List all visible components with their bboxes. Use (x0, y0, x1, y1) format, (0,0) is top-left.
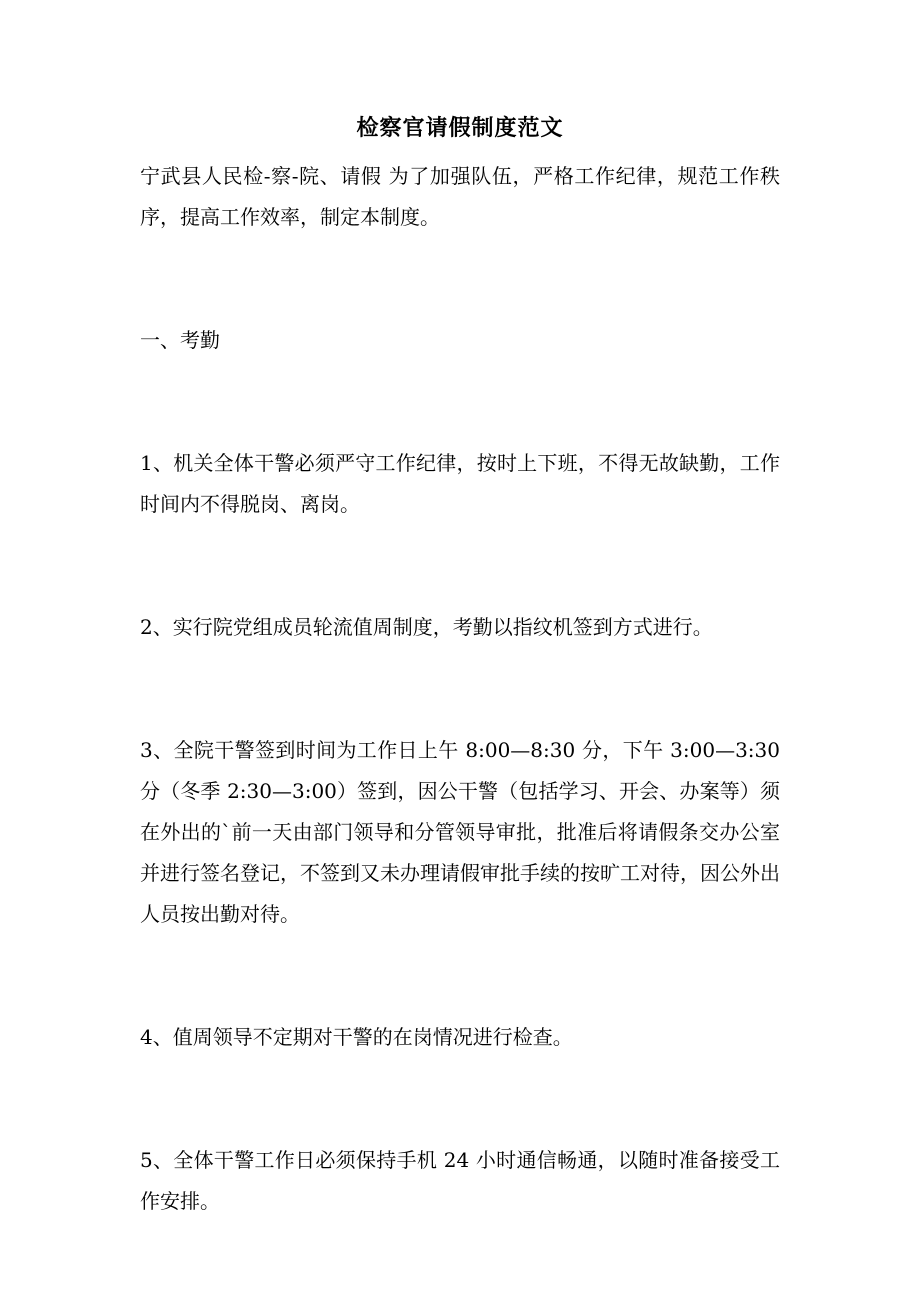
section-heading: 一、考勤 (140, 328, 220, 352)
spacer (140, 361, 780, 443)
list-item-3: 3、全院干警签到时间为工作日上午 8:00—8:30 分，下午 3:00—3:30 分（冬季 2:30—3:00）签到，因公干警（包括学习、开会、办案等）须在外出的`前一天由部门领导和分管领导审批，批准后将请假条交办公室并进行签名登记，不签到又未办理请假审批手续的按旷工对待，因公外出人员按出勤对待。 (140, 738, 780, 926)
list-item-5: 5、全体干警工作日必须保持手机 24 小时通信畅通，以随时准备接受工作安排。 (140, 1148, 780, 1213)
intro-paragraph: 宁武县人民检-察-院、请假 为了加强队伍，严格工作纪律，规范工作秩序，提高工作效率，制定本制度。 (140, 164, 780, 229)
spacer (140, 238, 780, 320)
spacer (140, 525, 780, 607)
spacer (140, 935, 780, 1017)
list-item-1: 1、机关全体干警必须严守工作纪律，按时上下班，不得无故缺勤，工作时间内不得脱岗、离岗。 (140, 451, 780, 516)
spacer (140, 1058, 780, 1140)
list-item-2: 2、实行院党组成员轮流值周制度，考勤以指纹机签到方式进行。 (140, 615, 713, 639)
spacer (140, 648, 780, 730)
document-page (140, 112, 780, 1222)
document-title: 检察官请假制度范文 (356, 116, 564, 141)
list-item-4: 4、值周领导不定期对干警的在岗情况进行检查。 (140, 1025, 573, 1049)
